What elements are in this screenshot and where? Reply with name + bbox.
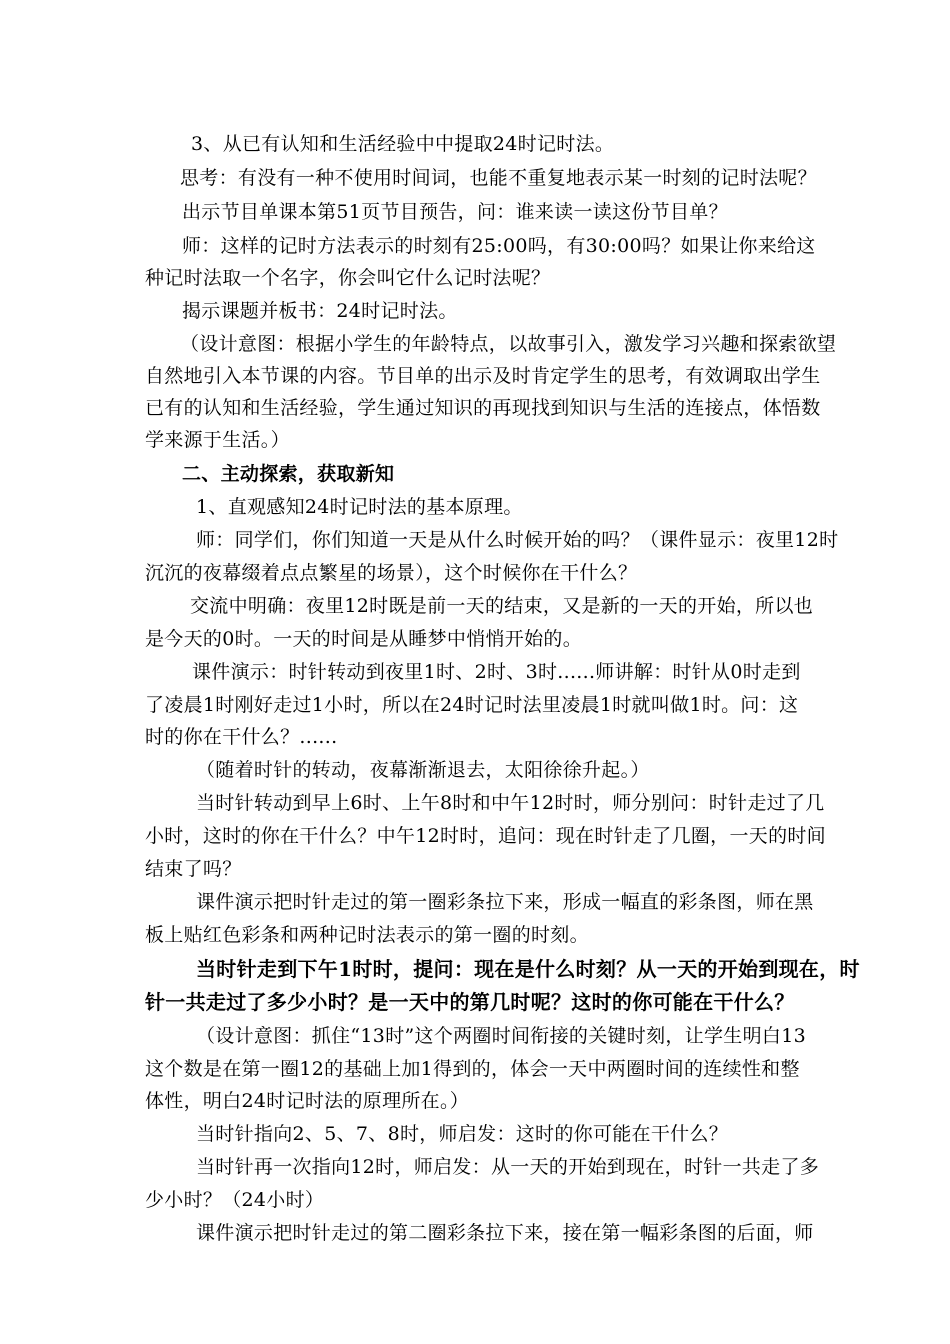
clarify-line-1: 交流中明确：夜里12时既是前一天的结束，又是新的一天的开始，所以也 <box>190 595 814 617</box>
first-round-demo-line-1: 课件演示把时针走过的第一圈彩条拉下来，形成一幅直的彩条图，师在黑 <box>196 891 814 913</box>
afternoon-question-line-1: 当时针走到下午1时时，提问：现在是什么时刻？从一天的开始到现在，时 <box>196 957 860 981</box>
design-intent-1-line-3: 已有的认知和生活经验，学生通过知识的再现找到知识与生活的连接点，体悟数 <box>145 397 821 419</box>
teacher-day-start-line-1: 师：同学们，你们知道一天是从什么时候开始的吗？（课件显示：夜里12时 <box>196 529 839 551</box>
design-intent-1-line-4: 学来源于生活。） <box>145 429 290 451</box>
second-round-demo-line-1: 课件演示把时针走过的第二圈彩条拉下来，接在第一幅彩条图的后面，师 <box>196 1222 814 1244</box>
design-intent-2-line-2: 这个数是在第一圈12的基础上加1得到的，体会一天中两圈时间的连续性和整 <box>145 1058 800 1080</box>
clarify-line-2: 是今天的0时。一天的时间是从睡梦中悄悄开始的。 <box>145 628 582 650</box>
think-question: 思考：有没有一种不使用时间词，也能不重复地表示某一时刻的记时法呢？ <box>180 167 817 189</box>
teacher-question-line-2: 种记时法取一个名字，你会叫它什么记时法呢？ <box>145 267 551 289</box>
noon-question-line-2: 小时，这时的你在干什么？中午12时时，追问：现在时针走了几圈，一天的时间 <box>145 825 826 847</box>
hour-hand-prompt: 当时针指向2、5、7、8时，师启发：这时的你可能在干什么？ <box>196 1123 729 1145</box>
teacher-day-start-line-2: 沉沉的夜幕缀着点点繁星的场景），这个时候你在干什么？ <box>145 562 638 584</box>
courseware-demo-1-line-1: 课件演示：时针转动到夜里1时、2时、3时......师讲解：时针从0时走到 <box>192 661 801 683</box>
sunrise-note: （随着时针的转动，夜幕渐渐退去，太阳徐徐升起。） <box>196 759 650 781</box>
design-intent-2-line-3: 体性，明白24时记时法的原理所在。） <box>145 1090 470 1112</box>
courseware-demo-1-line-3: 时的你在干什么？...... <box>145 726 338 748</box>
design-intent-1-line-2: 自然地引入本节课的内容。节目单的出示及时肯定学生的思考，有效调取出学生 <box>145 365 821 387</box>
step-3-title: 3、从已有认知和生活经验中中提取24时记时法。 <box>191 133 615 155</box>
full-day-question-line-2: 少小时？（24小时） <box>145 1189 325 1211</box>
full-day-question-line-1: 当时针再一次指向12时，师启发：从一天的开始到现在，时针一共走了多 <box>196 1156 820 1178</box>
step-1-title: 1、直观感知24时记时法的基本原理。 <box>196 496 523 518</box>
program-list-line: 出示节目单课本第51页节目预告，问：谁来读一读这份节目单？ <box>182 201 728 223</box>
noon-question-line-1: 当时针转动到早上6时、上午8时和中午12时时，师分别问：时针走过了几 <box>196 792 825 814</box>
section-2-heading: 二、主动探索，获取新知 <box>182 463 395 485</box>
design-intent-1-line-1: （设计意图：根据小学生的年龄特点，以故事引入，激发学习兴趣和探索欲望 <box>180 333 837 355</box>
courseware-demo-1-line-2: 了凌晨1时刚好走过1小时，所以在24时记时法里凌晨1时就叫做1时。问：这 <box>145 694 799 716</box>
design-intent-2-line-1: （设计意图：抓住“13时”这个两圈时间衔接的关键时刻，让学生明白13 <box>196 1025 806 1047</box>
reveal-topic-line: 揭示课题并板书：24时记时法。 <box>182 300 458 322</box>
first-round-demo-line-2: 板上贴红色彩条和两种记时法表示的第一圈的时刻。 <box>145 924 589 946</box>
afternoon-question-line-2: 针一共走过了多少小时？是一天中的第几时呢？这时的你可能在干什么？ <box>145 990 795 1014</box>
noon-question-line-3: 结束了吗？ <box>145 858 242 880</box>
teacher-question-line-1: 师：这样的记时方法表示的时刻有25:00吗，有30:00吗？如果让你来给这 <box>182 235 816 257</box>
